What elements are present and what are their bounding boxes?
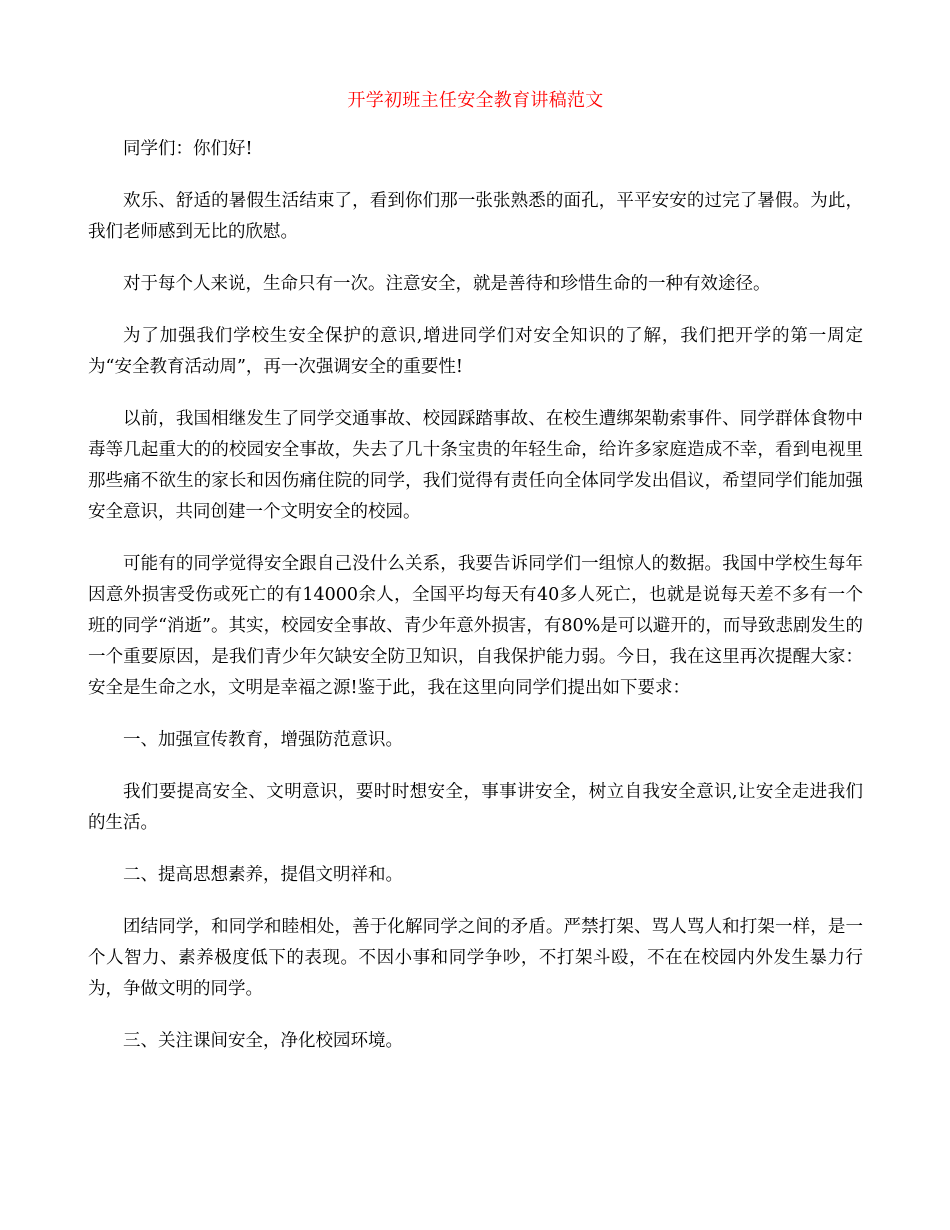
document-title: 开学初班主任安全教育讲稿范文	[347, 90, 604, 111]
document-page	[88, 88, 863, 1078]
document-body	[88, 134, 863, 1057]
paragraph: 对于每个人来说，生命只有一次。注意安全，就是善待和珍惜生命的一种有效途径。	[123, 274, 771, 294]
paragraph: 欢乐、舒适的暑假生活结束了，看到你们那一张张熟悉的面孔，平平安安的过完了暑假。为此，我们老师感到无比的欣慰。	[88, 191, 863, 242]
section-heading-1: 一、加强宣传教育，增强防范意识。	[123, 730, 403, 750]
paragraph: 我们要提高安全、文明意识，要时时想安全，事事讲安全，树立自我安全意识,让安全走进我们的生活。	[88, 782, 863, 833]
paragraph: 为了加强我们学校生安全保护的意识,增进同学们对安全知识的了解，我们把开学的第一周定为“安全教育活动周”，再一次强调安全的重要性!	[88, 326, 863, 377]
section-heading-3: 三、关注课间安全，净化校园环境。	[123, 1031, 403, 1051]
paragraph: 团结同学，和同学和睦相处，善于化解同学之间的矛盾。严禁打架、骂人骂人和打架一样，是一个人智力、素养极度低下的表现。不因小事和同学争吵，不打架斗殴，不在在校园内外发生暴力行为，争做文明的同学。	[88, 917, 863, 999]
paragraph: 以前，我国相继发生了同学交通事故、校园踩踏事故、在校生遭绑架勒索事件、同学群体食物中毒等几起重大的的校园安全事故，失去了几十条宝贵的年轻生命，给许多家庭造成不幸，看到电视里那些痛不欲生的家长和因伤痛住院的同学，我们觉得有责任向全体同学发出倡议，希望同学们能加强安全意识，共同创建一个文明安全的校园。	[88, 409, 863, 522]
section-heading-2: 二、提高思想素养，提倡文明祥和。	[123, 865, 403, 885]
paragraph-greeting: 同学们：你们好!	[123, 139, 253, 159]
paragraph: 可能有的同学觉得安全跟自己没什么关系，我要告诉同学们一组惊人的数据。我国中学校生每年因意外损害受伤或死亡的有14000余人，全国平均每天有40多人死亡，也就是说每天差不多有一个班的同学“消逝”。其实，校园安全事故、青少年意外损害，有80%是可以避开的，而导致悲剧发生的一个重要原因，是我们青少年欠缺安全防卫知识，自我保护能力弱。今日，我在这里再次提醒大家：安全是生命之水，文明是幸福之源!鉴于此，我在这里向同学们提出如下要求：	[88, 554, 863, 698]
